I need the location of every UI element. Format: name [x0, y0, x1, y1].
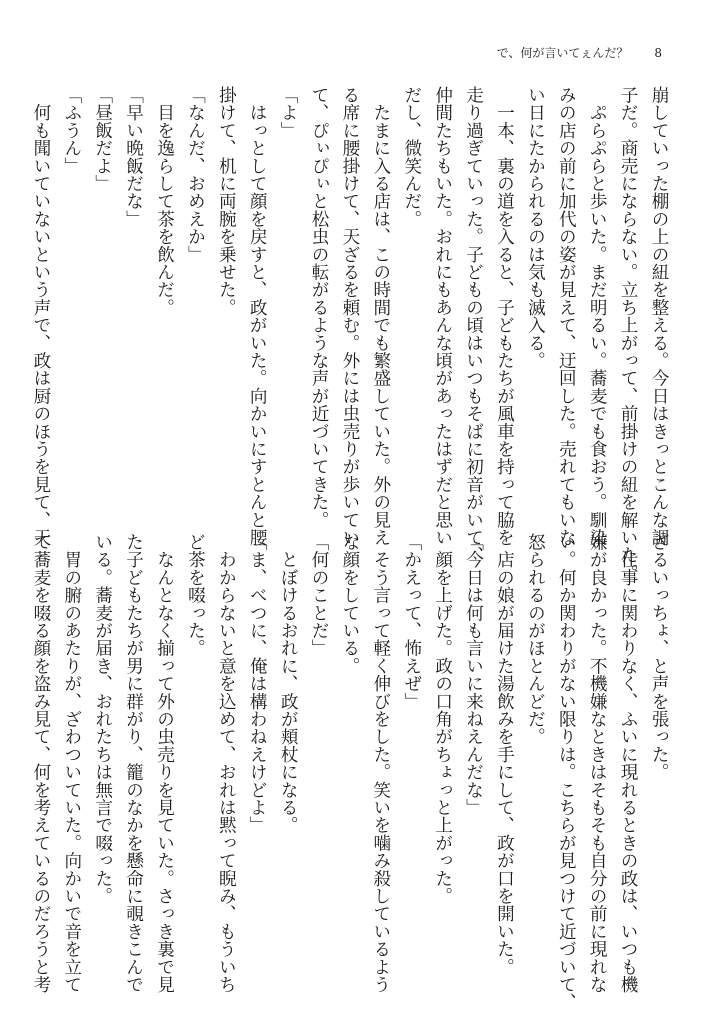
text-line: い日にたかられるのは気も滅入る。 — [525, 86, 546, 370]
text-line: い。何か関わりがない限りは。こちらが見つけて近づいて、 — [556, 533, 577, 1011]
text-line: 嫌が良かった。不機嫌なときはそもそも自分の前に現れな — [587, 533, 608, 994]
upper-text-block — [30, 86, 674, 582]
text-line: ど茶を啜った。 — [185, 533, 206, 657]
text-line: いる。蕎麦が届き、おれたちは無言で啜った。 — [92, 533, 113, 905]
text-line: わからないと意を込めて、おれは黙って睨み、もういち — [216, 533, 237, 994]
text-line: 崩していった棚の上の紐を整える。今日はきっとこんな調 — [649, 86, 669, 547]
text-line: な顔をしている。 — [339, 533, 360, 675]
text-line: はっとして顔を戻すと、政がいた。向かいにすとんと腰 — [247, 86, 268, 547]
text-line: なんとなく揃って外の虫売りを見ていた。さっき裏で見 — [154, 533, 175, 994]
text-line: た子どもたちが男に群がり、籠のなかを懸命に覗きこんで — [123, 533, 144, 994]
text-line: 一本、裏の道を入ると、子どもたちが風車を持って脇を — [494, 86, 515, 547]
text-line: 掛けて、机に両腕を乗せた。 — [216, 86, 237, 317]
text-line: 目を逸らして茶を飲んだ。 — [154, 86, 175, 317]
text-line: 顔を上げた。政の口角がちょっと上がった。 — [432, 533, 453, 905]
text-line: 走り過ぎていった。子どもの頃はいつもそばに初音がいて、 — [463, 86, 484, 564]
text-line: 仕事に関わりなく、ふいに現れるときの政は、いつも機 — [618, 533, 639, 994]
text-line: 「かえって、怖えぜ」 — [401, 533, 422, 710]
text-line: 店の娘が届けた湯飲みを手にして、政が口を開いた。 — [494, 533, 515, 976]
text-line: たまに入る店は、この時間でも繁盛していた。外の見え — [370, 86, 391, 547]
text-line: 「ま、べつに、俺は構わねえけどよ」 — [247, 533, 268, 834]
text-line: る席に腰掛けて、天ざるを頼む。外には虫売りが歩いてい — [339, 86, 360, 547]
text-line: 「昼飯だよ」 — [92, 86, 113, 193]
text-line: て蕎麦を啜る顔を盗み見て、何を考えているのだろうと考 — [30, 533, 51, 994]
page-header — [497, 44, 662, 61]
text-line: 何も聞いていないという声で、政は厨のほうを見て、天 — [30, 86, 51, 547]
text-line: ぷらぷらと歩いた。まだ明るい。蕎麦でも食おう。馴染 — [587, 86, 608, 547]
page-number: 8 — [654, 45, 662, 60]
text-line: 「なんだ、おめえか」 — [185, 86, 206, 263]
text-line: 仲間たちもいた。おれにもあんな頃があったはずだと思い — [432, 86, 453, 547]
text-line: だし、微笑んだ。 — [401, 86, 422, 228]
text-line: ざるいっちょ、と声を張った。 — [649, 533, 669, 781]
text-line: 「何のことだ」 — [309, 533, 330, 657]
text-line: 子だ。商売にならない。立ち上がって、前掛けの紐を解いた。 — [618, 86, 639, 582]
text-line: みの店の前に加代の姿が見えて、迂回した。売れてもいな — [556, 86, 577, 547]
text-line: て、ぴぃぴぃと松虫の転がるような声が近づいてきた。 — [309, 86, 330, 529]
text-line: 「早い晩飯だな」 — [123, 86, 144, 228]
running-title: で、何が言いてぇんだ？ — [496, 46, 629, 60]
text-line: 「今日は何も言いに来ねえんだな」 — [463, 533, 484, 817]
text-line: 怒られるのがほとんどだ。 — [525, 533, 546, 746]
text-line: 「ふうん」 — [61, 86, 82, 175]
lower-text-block — [30, 533, 674, 1011]
text-line: とぼけるおれに、政が頬杖になる。 — [278, 533, 299, 834]
text-line: そう言って軽く伸びをした。笑いを噛み殺しているよう — [370, 533, 391, 994]
text-line: 「よ」 — [278, 86, 299, 140]
text-line: 胃の腑のあたりが、ざわついていた。向かいで音を立て — [61, 533, 82, 994]
